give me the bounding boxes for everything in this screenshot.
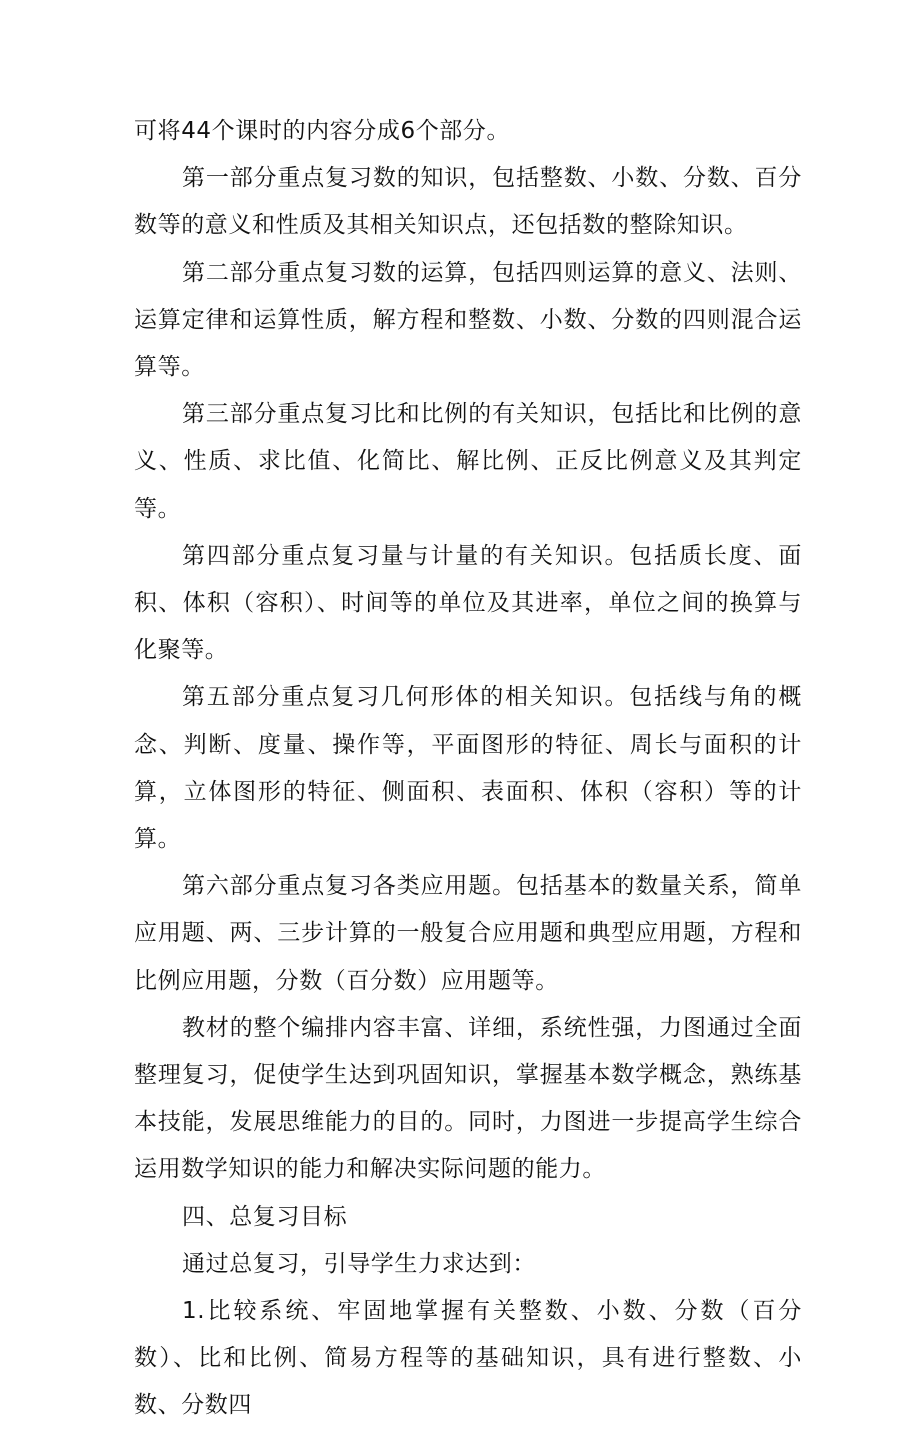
part-five-paragraph: 第五部分重点复习几何形体的相关知识。包括线与角的概念、判断、度量、操作等，平面图形的特征、周长与面积的计算，立体图形的特征、侧面积、表面积、体积（容积）等的计算。 [134,684,802,853]
textbook-summary-paragraph: 教材的整个编排内容丰富、详细，系统性强，力图通过全面整理复习，促使学生达到巩固知识，掌握基本数学概念，熟练基本技能，发展思维能力的目的。同时，力图进一步提高学生综合运用数学知识的能力和解决实际问题的能力。 [134,1014,802,1183]
part-two-paragraph: 第二部分重点复习数的运算，包括四则运算的意义、法则、运算定律和运算性质，解方程和整数、小数、分数的四则混合运算等。 [134,259,802,381]
part-one-paragraph: 第一部分重点复习数的知识，包括整数、小数、分数、百分数等的意义和性质及其相关知识点，还包括数的整除知识。 [134,165,802,239]
goals-intro-paragraph: 通过总复习，引导学生力求达到： [182,1250,536,1277]
part-four-paragraph: 第四部分重点复习量与计量的有关知识。包括质长度、面积、体积（容积）、时间等的单位及其进率，单位之间的换算与化聚等。 [134,542,802,664]
goal-item-1: 1.比较系统、牢固地掌握有关整数、小数、分数（百分数）、比和比例、简易方程等的基础知识，具有进行整数、小数、分数四 [134,1298,802,1419]
part-six-paragraph: 第六部分重点复习各类应用题。包括基本的数量关系，简单应用题、两、三步计算的一般复合应用题和典型应用题，方程和比例应用题，分数（百分数）应用题等。 [134,873,802,994]
part-three-paragraph: 第三部分重点复习比和比例的有关知识，包括比和比例的意义、性质、求比值、化简比、解比例、正反比例意义及其判定等。 [134,401,802,522]
intro-paragraph: 可将44个课时的内容分成6个部分。 [134,118,511,144]
document-body [134,108,802,1430]
section-heading-review-goals: 四、总复习目标 [182,1203,348,1230]
